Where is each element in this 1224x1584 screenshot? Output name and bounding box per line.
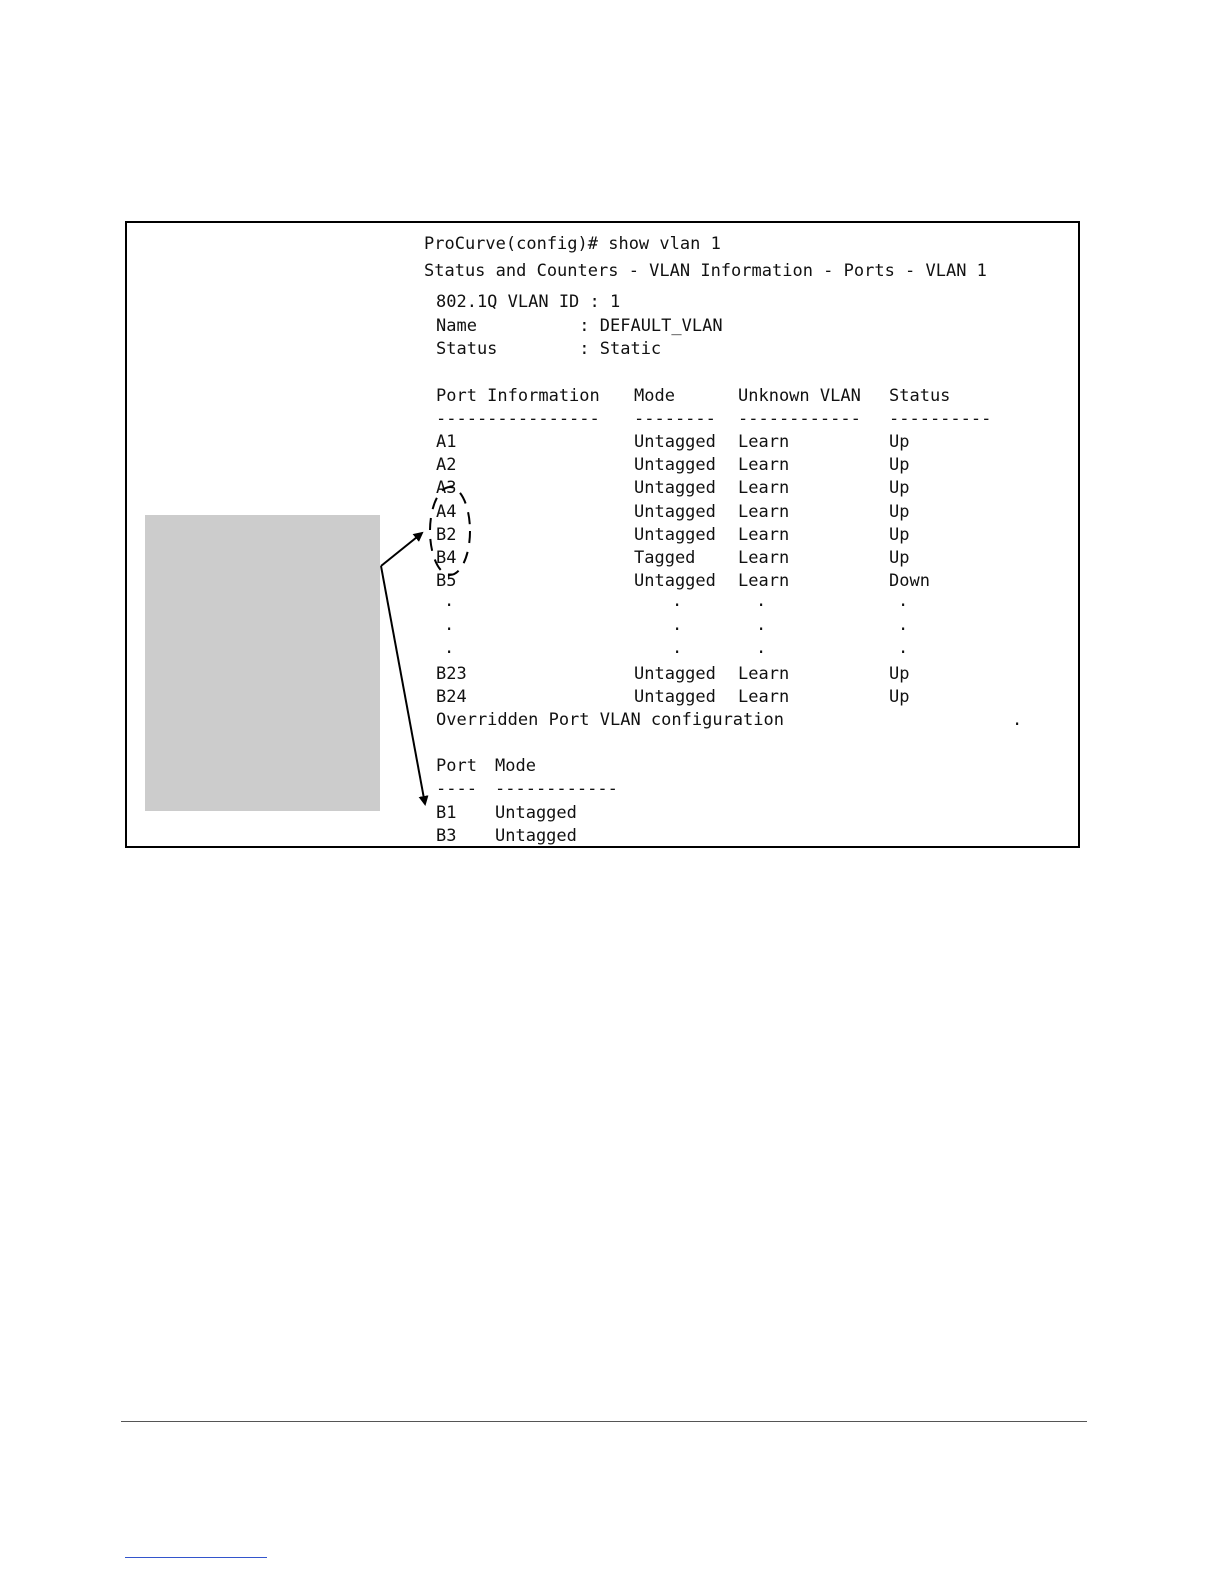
unknown-vlan-cell: Learn <box>738 687 790 708</box>
separator-status: ---------- <box>889 409 992 429</box>
status-cell: . <box>898 614 909 635</box>
output-heading: Status and Counters - VLAN Information - Ports - VLAN 1 <box>424 261 987 281</box>
port-row <box>436 546 1036 570</box>
unknown-vlan-cell: Learn <box>738 455 790 476</box>
status-cell: Up <box>889 455 910 476</box>
unknown-vlan-cell: . <box>756 591 767 612</box>
port-cell: B4 <box>436 548 457 568</box>
port-row <box>436 685 1036 709</box>
separator-port: ---- <box>436 779 477 799</box>
stray-mark: . <box>1012 710 1023 730</box>
callout-box <box>145 515 380 811</box>
overridden-table-separator <box>436 777 736 801</box>
mode-cell: Untagged <box>634 524 716 545</box>
status-cell: Up <box>889 664 910 684</box>
unknown-vlan-cell: Learn <box>738 571 790 592</box>
status-cell: . <box>898 637 909 658</box>
status-cell: Down <box>889 571 930 592</box>
column-mode: Mode <box>634 386 675 406</box>
status-cell: Up <box>889 478 910 499</box>
command-prompt: ProCurve(config)# show vlan 1 <box>424 234 721 254</box>
mode-cell: Untagged <box>634 501 716 522</box>
column-unknown-vlan: Unknown VLAN <box>738 386 861 406</box>
separator-mode: -------- <box>634 409 716 429</box>
port-cell: . <box>444 637 455 658</box>
port-cell: B2 <box>436 524 457 545</box>
override-port-cell: B3 <box>436 826 457 846</box>
port-table-header <box>436 384 1036 408</box>
port-cell: A2 <box>436 455 457 476</box>
port-row <box>436 430 1036 454</box>
port-row <box>436 453 1036 477</box>
status-cell: Up <box>889 524 910 545</box>
mode-cell: Untagged <box>634 664 716 684</box>
status-cell: Up <box>889 687 910 708</box>
port-row <box>436 476 1036 500</box>
port-row <box>436 523 1036 547</box>
port-row <box>436 613 1036 637</box>
mode-cell: Untagged <box>634 478 716 499</box>
column-status: Status <box>889 386 951 406</box>
port-table-separator <box>436 407 1036 431</box>
unknown-vlan-cell: Learn <box>738 478 790 499</box>
unknown-vlan-cell: Learn <box>738 548 790 568</box>
overridden-title: Overridden Port VLAN configuration <box>436 710 784 730</box>
mode-cell: Untagged <box>634 432 716 452</box>
port-row <box>436 589 1036 613</box>
port-cell: A3 <box>436 478 457 499</box>
vlan-id-line: 802.1Q VLAN ID : 1 <box>436 292 621 312</box>
port-cell: . <box>444 591 455 612</box>
mode-cell: . <box>672 591 683 612</box>
mode-cell: . <box>672 614 683 635</box>
override-port-cell: B1 <box>436 803 457 823</box>
mode-cell: Untagged <box>634 455 716 476</box>
port-row <box>436 500 1036 524</box>
column-override-mode: Mode <box>495 756 536 776</box>
overridden-table-header <box>436 754 736 778</box>
port-cell: . <box>444 614 455 635</box>
vlan-name-line: Name : DEFAULT_VLAN <box>436 316 723 336</box>
separator-override-mode: ------------ <box>495 779 618 799</box>
status-cell: Up <box>889 548 910 568</box>
status-cell: . <box>898 591 909 612</box>
port-row <box>436 636 1036 660</box>
column-port: Port <box>436 756 477 776</box>
mode-cell: . <box>672 637 683 658</box>
override-row <box>436 801 736 825</box>
status-cell: Up <box>889 432 910 452</box>
unknown-vlan-cell: . <box>756 614 767 635</box>
port-row <box>436 662 1036 686</box>
separator-port-information: ---------------- <box>436 409 600 429</box>
port-cell: B24 <box>436 687 467 708</box>
unknown-vlan-cell: Learn <box>738 432 790 452</box>
override-mode-cell: Untagged <box>495 803 577 823</box>
override-mode-cell: Untagged <box>495 826 577 846</box>
unknown-vlan-cell: . <box>756 637 767 658</box>
status-cell: Up <box>889 501 910 522</box>
mode-cell: Untagged <box>634 687 716 708</box>
unknown-vlan-cell: Learn <box>738 501 790 522</box>
unknown-vlan-cell: Learn <box>738 524 790 545</box>
column-port-information: Port Information <box>436 386 600 406</box>
port-cell: A4 <box>436 501 457 522</box>
port-cell: B5 <box>436 571 457 592</box>
vlan-status-line: Status : Static <box>436 339 662 359</box>
terminal-output <box>424 232 1023 846</box>
port-cell: A1 <box>436 432 457 452</box>
override-row <box>436 824 736 848</box>
footer-rule <box>121 1421 1087 1422</box>
mode-cell: Untagged <box>634 571 716 592</box>
port-cell: B23 <box>436 664 467 684</box>
separator-unknown-vlan: ------------ <box>738 409 861 429</box>
unknown-vlan-cell: Learn <box>738 664 790 684</box>
footer-link-underline <box>125 1557 267 1558</box>
mode-cell: Tagged <box>634 548 696 568</box>
